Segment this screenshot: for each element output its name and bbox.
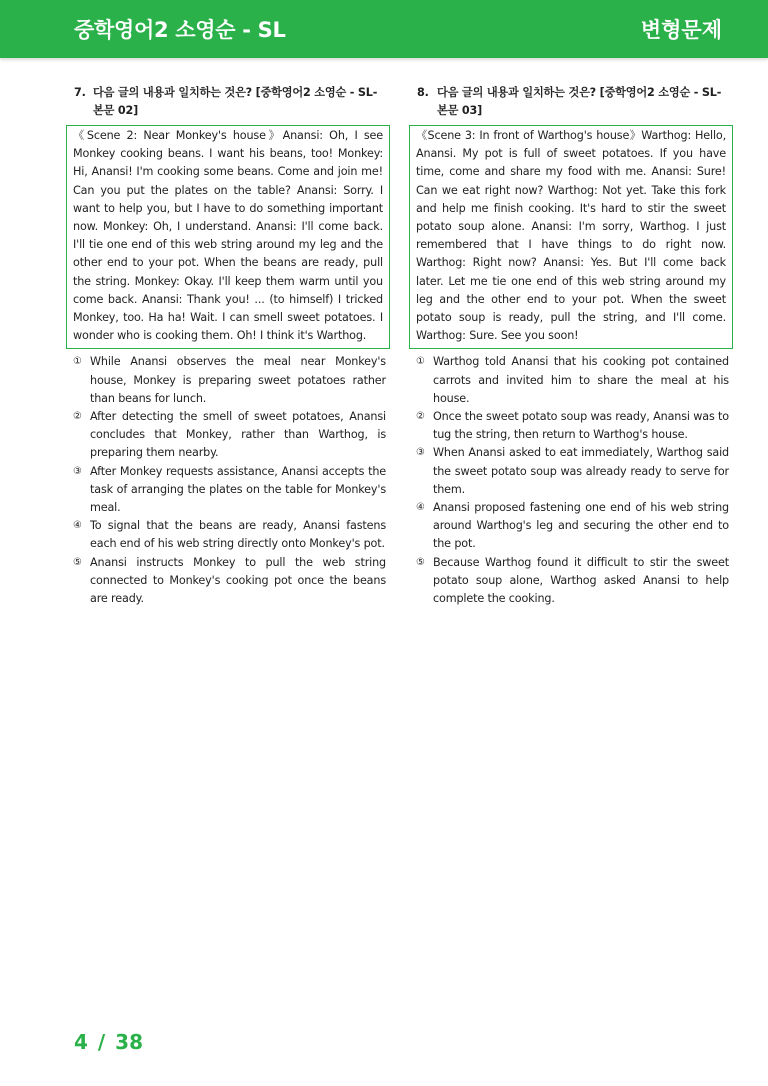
choice-marker: ④ (416, 502, 425, 514)
question-7 (66, 84, 390, 608)
header-section-label: 변형문제 (640, 18, 722, 42)
page-header (0, 0, 768, 58)
choice-item (73, 353, 386, 408)
choice-item (416, 353, 729, 408)
choice-marker: ⑤ (73, 556, 82, 568)
question-number: 8. (417, 86, 429, 99)
choice-text: To signal that the beans are ready, Anansi fastens each end of his web string directly onto Monkey's pot. (90, 519, 386, 551)
choice-item (73, 517, 386, 553)
choice-item (73, 554, 386, 609)
choice-marker: ③ (73, 465, 82, 477)
header-title: 중학영어2 소영순 - SL (74, 18, 286, 42)
choice-marker: ① (416, 356, 425, 368)
passage-box: 《Scene 2: Near Monkey's house》Anansi: Oh, I see Monkey cooking beans. I want his beans, too! Monkey: Hi, Anansi! I'm cooking some beans. Come and join me! Can you put the plates on the table? Anansi: Sorry. I want to help you, but I have to do something important now. Monkey: Oh, I understand. Anansi: I'll come back. I'll tie one end of this web string around my leg and the other end to your pot. When the beans are ready, pull the string. Monkey: Okay. I'll keep them warm until you come back. Anansi: Thank you! ... (to himself) I tricked Monkey, too. Ha ha! Wait. I can smell sweet potatoes. I wonder who is cooking them. Oh! I think it's Warthog. (66, 125, 390, 349)
choice-marker: ① (73, 356, 82, 368)
choice-text: Once the sweet potato soup was ready, Anansi was to tug the string, then return to Warthog's house. (433, 410, 729, 442)
choice-text: After Monkey requests assistance, Anansi accepts the task of arranging the plates on the table for Monkey's meal. (90, 464, 386, 515)
choice-text: Warthog told Anansi that his cooking pot contained carrots and invited him to share the meal at his house. (433, 355, 729, 405)
choice-item (73, 463, 386, 518)
choice-item (416, 499, 729, 554)
question-8 (409, 84, 733, 608)
question-number: 7. (74, 86, 86, 99)
choice-text: Because Warthog found it difficult to stir the sweet potato soup alone, Warthog asked Anansi to help complete the cooking. (433, 555, 729, 606)
page-number: 4 / 38 (74, 1030, 143, 1054)
choice-item (416, 408, 729, 444)
choice-marker: ⑤ (416, 556, 425, 568)
question-prompt: 다음 글의 내용과 일치하는 것은? [중학영어2 소영순 - SL-본문 02] (93, 86, 378, 117)
choice-list (409, 353, 733, 608)
choice-text: Anansi proposed fastening one end of his web string around Warthog's leg and securing the other end to the pot. (433, 501, 729, 551)
choice-marker: ② (73, 411, 82, 423)
question-heading (409, 84, 733, 120)
choice-text: When Anansi asked to eat immediately, Warthog said the sweet potato soup was already ready to serve for them. (433, 446, 729, 496)
choice-marker: ④ (73, 520, 82, 532)
passage-box: 《Scene 3: In front of Warthog's house》Warthog: Hello, Anansi. My pot is full of sweet potatoes. If you have time, come and share my food with me. Anansi: Sure! Can we eat right now? Warthog: Not yet. Take this fork and help me finish cooking. It's hard to stir the sweet potato soup alone. Anansi: I'm sorry, Warthog. I just remembered that I have things to do right now. Warthog: Right now? Anansi: Yes. But I'll come back later. Let me tie one end of this web string around my leg and the other end to your pot. When the sweet potato soup is ready, pull the string, and I'll come. Warthog: Sure. See you soon! (409, 125, 733, 349)
question-heading (66, 84, 390, 120)
choice-text: Anansi instructs Monkey to pull the web string connected to Monkey's cooking pot once the beans are ready. (90, 555, 386, 606)
question-prompt: 다음 글의 내용과 일치하는 것은? [중학영어2 소영순 - SL-본문 03] (437, 86, 722, 117)
choice-marker: ② (416, 411, 425, 423)
choice-list (66, 353, 390, 608)
choice-item (416, 554, 729, 609)
choice-text: While Anansi observes the meal near Monkey's house, Monkey is preparing sweet potatoes rather than beans for lunch. (90, 355, 386, 405)
choice-marker: ③ (416, 447, 425, 459)
choice-item (73, 408, 386, 463)
choice-item (416, 444, 729, 499)
choice-text: After detecting the smell of sweet potatoes, Anansi concludes that Monkey, rather than Warthog, is preparing them nearby. (90, 410, 386, 460)
